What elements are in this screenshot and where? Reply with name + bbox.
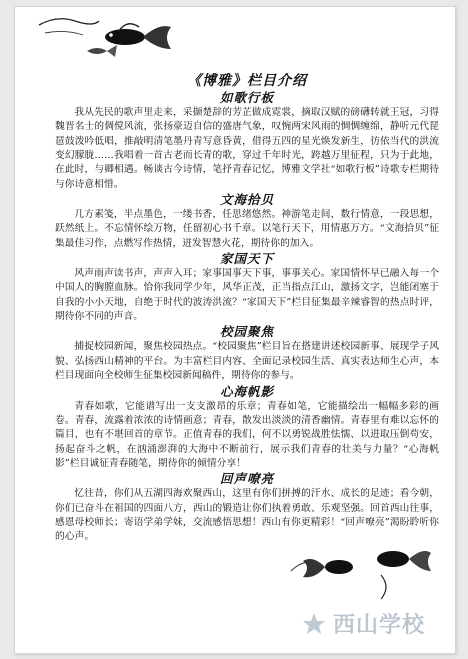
section-title-wen-hai-shi-bei: 文海拾贝: [219, 192, 274, 208]
section-paragraph-hui-sheng-liao-liang: 忆往昔，你们从五湖四海欢聚西山，这里有你们拼搏的汗水、成长的足迹；看今朝，你们已奋斗在祖国的四面八方，西山的锻造让你们执着勇敢、乐观坚强。回首西山往事，感恩母校师长；寄语学弟学妹，交流感悟思想！西山有你更精彩！“回声嘹亮”渴盼聆听你的心声。: [55, 488, 439, 543]
page-title: 《博雅》栏目介绍: [187, 73, 307, 89]
section-paragraph-wen-hai-shi-bei: 几方素笺，半点墨色，一缕书香，任思绪悠然。神游笔走间，数行情意，一段思想，跃然纸上。不忘情怀绘万物，任留初心书千章。以笔行天下，用情惠万方。“文海拾贝”征集最佳习作，点燃写作热情，迸发智慧火花，期待你的加入。: [55, 209, 439, 249]
section-paragraph-jia-guo-tian-xia: 风声雨声读书声，声声入耳；家事国事天下事，事事关心。家国情怀早已融入每一个中国人的胸膛血脉。恰你我同学少年，风华正茂，正当指点江山，激扬文字，岂能闭塞于自我的小小天地，自绝于时代的波涛洪流？“家国天下”栏目征集最辛辣睿智的热点时评，期待你不同的声音。: [55, 268, 439, 323]
section-title-xiao-yuan-ju-jiao: 校园聚焦: [219, 324, 274, 340]
section-title-ru-ge-xing-ban: 如歌行板: [219, 90, 274, 105]
section-paragraph-xiao-yuan-ju-jiao: 捕捉校园新闻，聚焦校园热点。“校园聚焦”栏目旨在搭建讲述校园新事、展现学子风貌、弘扬西山精神的平台。为丰富栏目内容、全面记录校园生活、真实表达师生心声，本栏目现面向全校师生征集校园新闻稿件，期待你的参与。: [55, 341, 439, 382]
section-title-hui-sheng-liao-liang: 回声嘹亮: [219, 471, 274, 487]
section-paragraph-ru-ge-xing-ban: 我从先民的歌声里走来，采撷楚辞的芳芷做成霓裳，摘取汉赋的磅礴转就王冠，习得魏晋名士的倜傥风流，张扬豪迈自信的盛唐气象，叹惋两宋风雨的惆惆缠绵，静听元代琵琶鼓泼吟低唱，推敲明清笔墨丹青写意昏黄，借得五四的星光焕发新生，彷依当代的洪流变幻朦胧……我唱着一首古老而长青的歌，穿过千年时光，跨越万里征程，只为于此地，在此时，与卿相遇。畅谈古今诗情，笔抒青春记忆，博雅文学社“如歌行板”诗歌专栏期待与你诗意相惜。: [55, 107, 439, 190]
document-page: [14, 6, 456, 654]
section-title-jia-guo-tian-xia: 家国天下: [219, 251, 274, 267]
goldfish-ink-illustration-top: [35, 11, 185, 73]
school-watermark: [301, 608, 425, 639]
article-body: [55, 73, 439, 545]
section-title-xin-hai-fan-ying: 心海帆影: [219, 383, 274, 399]
goldfish-ink-illustration-bottom: [285, 537, 435, 607]
watermark-text: 西山学校: [332, 613, 425, 638]
section-paragraph-xin-hai-fan-ying: 青春如歌，它能谱写出一支支激昂的乐章；青春如笔，它能描绘出一幅幅多彩的画卷。青春，流露着浓浓的诗情画意；青春，散发出淡淡的清香幽情。青春里有难以忘怀的篇目，也有不堪回首的章节。正值青春的我们，何不以勇锐战胜怯懦、以进取压倒苟安，扬起奋斗之帆，在汹涌澎湃的大海中不断前行，展示我们青春的壮美与力量？“心海帆影”栏目诚征青春随笔，期待你的倾情分享！: [55, 400, 439, 469]
school-logo-icon: [301, 611, 327, 637]
